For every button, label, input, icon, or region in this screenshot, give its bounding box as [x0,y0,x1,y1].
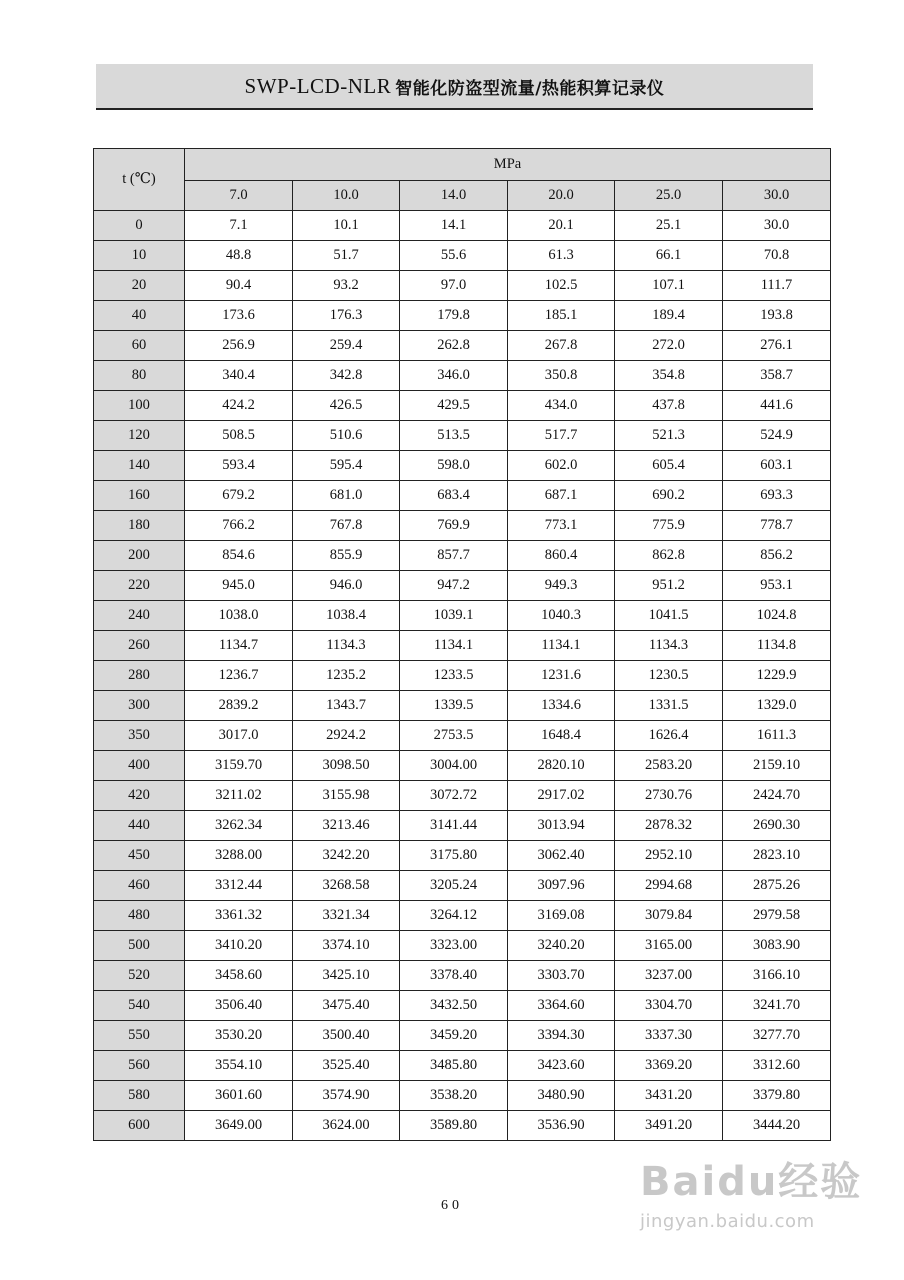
value-cell: 1230.5 [615,661,723,691]
value-cell: 1134.7 [185,631,293,661]
value-cell: 605.4 [615,451,723,481]
value-cell: 1134.1 [400,631,508,661]
value-cell: 857.7 [400,541,508,571]
table-row [94,631,831,661]
table-row [94,841,831,871]
pressure-header-cell: 10.0 [293,181,400,211]
table-row [94,1081,831,1111]
value-cell: 90.4 [185,271,293,301]
value-cell: 521.3 [615,421,723,451]
value-cell: 2924.2 [293,721,400,751]
value-cell: 3017.0 [185,721,293,751]
pressure-header-cell: 25.0 [615,181,723,211]
value-cell: 2839.2 [185,691,293,721]
value-cell: 426.5 [293,391,400,421]
value-cell: 3500.40 [293,1021,400,1051]
value-cell: 513.5 [400,421,508,451]
value-cell: 3240.20 [508,931,615,961]
value-cell: 2994.68 [615,871,723,901]
pressure-header-cell: 20.0 [508,181,615,211]
table-row [94,301,831,331]
value-cell: 1231.6 [508,661,615,691]
value-cell: 3394.30 [508,1021,615,1051]
value-cell: 437.8 [615,391,723,421]
value-cell: 1236.7 [185,661,293,691]
value-cell: 3574.90 [293,1081,400,1111]
value-cell: 3432.50 [400,991,508,1021]
value-cell: 111.7 [723,271,831,301]
value-cell: 593.4 [185,451,293,481]
value-cell: 3423.60 [508,1051,615,1081]
value-cell: 25.1 [615,211,723,241]
table-row [94,961,831,991]
value-cell: 3169.08 [508,901,615,931]
pressure-header-cell: 30.0 [723,181,831,211]
table-row [94,781,831,811]
value-cell: 1233.5 [400,661,508,691]
value-cell: 189.4 [615,301,723,331]
value-cell: 3205.24 [400,871,508,901]
temperature-cell: 450 [94,841,185,871]
temperature-cell: 80 [94,361,185,391]
value-cell: 2979.58 [723,901,831,931]
temperature-cell: 600 [94,1111,185,1141]
value-cell: 3159.70 [185,751,293,781]
value-cell: 2917.02 [508,781,615,811]
table-row [94,421,831,451]
value-cell: 681.0 [293,481,400,511]
value-cell: 2952.10 [615,841,723,871]
value-cell: 3589.80 [400,1111,508,1141]
value-cell: 3321.34 [293,901,400,931]
table-row [94,811,831,841]
temperature-cell: 180 [94,511,185,541]
value-cell: 354.8 [615,361,723,391]
page-number: 60 [441,1198,463,1213]
value-cell: 3649.00 [185,1111,293,1141]
value-cell: 953.1 [723,571,831,601]
value-cell: 687.1 [508,481,615,511]
table-row [94,721,831,751]
value-cell: 3288.00 [185,841,293,871]
temperature-cell: 540 [94,991,185,1021]
value-cell: 2690.30 [723,811,831,841]
value-cell: 267.8 [508,331,615,361]
temperature-cell: 550 [94,1021,185,1051]
temperature-cell: 40 [94,301,185,331]
value-cell: 3013.94 [508,811,615,841]
value-cell: 434.0 [508,391,615,421]
page-header [96,64,813,110]
temperature-cell: 240 [94,601,185,631]
value-cell: 595.4 [293,451,400,481]
value-cell: 10.1 [293,211,400,241]
value-cell: 173.6 [185,301,293,331]
value-cell: 3141.44 [400,811,508,841]
value-cell: 603.1 [723,451,831,481]
value-cell: 598.0 [400,451,508,481]
table-row [94,571,831,601]
value-cell: 2823.10 [723,841,831,871]
value-cell: 3303.70 [508,961,615,991]
value-cell: 70.8 [723,241,831,271]
value-cell: 3242.20 [293,841,400,871]
value-cell: 2583.20 [615,751,723,781]
table-row [94,481,831,511]
value-cell: 3155.98 [293,781,400,811]
value-cell: 3083.90 [723,931,831,961]
table-row [94,391,831,421]
table-row [94,541,831,571]
value-cell: 3485.80 [400,1051,508,1081]
value-cell: 3431.20 [615,1081,723,1111]
value-cell: 1041.5 [615,601,723,631]
value-cell: 272.0 [615,331,723,361]
value-cell: 3410.20 [185,931,293,961]
temperature-cell: 60 [94,331,185,361]
value-cell: 767.8 [293,511,400,541]
value-cell: 2753.5 [400,721,508,751]
value-cell: 30.0 [723,211,831,241]
value-cell: 3480.90 [508,1081,615,1111]
temperature-cell: 460 [94,871,185,901]
value-cell: 51.7 [293,241,400,271]
temperature-cell: 520 [94,961,185,991]
value-cell: 947.2 [400,571,508,601]
value-cell: 256.9 [185,331,293,361]
value-cell: 3624.00 [293,1111,400,1141]
value-cell: 3369.20 [615,1051,723,1081]
temperature-cell: 220 [94,571,185,601]
value-cell: 946.0 [293,571,400,601]
value-cell: 3554.10 [185,1051,293,1081]
value-cell: 3004.00 [400,751,508,781]
value-cell: 769.9 [400,511,508,541]
value-cell: 185.1 [508,301,615,331]
value-cell: 2159.10 [723,751,831,781]
value-cell: 775.9 [615,511,723,541]
temperature-cell: 200 [94,541,185,571]
value-cell: 3304.70 [615,991,723,1021]
value-cell: 102.5 [508,271,615,301]
table-row [94,1051,831,1081]
value-cell: 690.2 [615,481,723,511]
header-model: SWP-LCD-NLR [244,73,392,98]
temperature-cell: 350 [94,721,185,751]
pressure-header-row [94,181,831,211]
value-cell: 1329.0 [723,691,831,721]
table-row [94,511,831,541]
value-cell: 1134.1 [508,631,615,661]
temperature-cell: 580 [94,1081,185,1111]
value-cell: 3374.10 [293,931,400,961]
table-row [94,661,831,691]
value-cell: 3364.60 [508,991,615,1021]
value-cell: 1229.9 [723,661,831,691]
value-cell: 3072.72 [400,781,508,811]
value-cell: 945.0 [185,571,293,601]
value-cell: 773.1 [508,511,615,541]
temperature-cell: 20 [94,271,185,301]
baidu-watermark [640,1150,870,1260]
table-row [94,241,831,271]
value-cell: 7.1 [185,211,293,241]
temperature-cell: 560 [94,1051,185,1081]
value-cell: 3378.40 [400,961,508,991]
value-cell: 3312.44 [185,871,293,901]
value-cell: 3165.00 [615,931,723,961]
value-cell: 107.1 [615,271,723,301]
table-row [94,1111,831,1141]
value-cell: 693.3 [723,481,831,511]
value-cell: 97.0 [400,271,508,301]
value-cell: 346.0 [400,361,508,391]
value-cell: 3211.02 [185,781,293,811]
value-cell: 1611.3 [723,721,831,751]
watermark-logo: Baidu经验 [640,1159,863,1205]
value-cell: 855.9 [293,541,400,571]
value-cell: 3459.20 [400,1021,508,1051]
table-body [94,211,831,1141]
value-cell: 3323.00 [400,931,508,961]
value-cell: 3379.80 [723,1081,831,1111]
value-cell: 259.4 [293,331,400,361]
value-cell: 524.9 [723,421,831,451]
value-cell: 55.6 [400,241,508,271]
value-cell: 3536.90 [508,1111,615,1141]
table-row [94,211,831,241]
value-cell: 510.6 [293,421,400,451]
value-cell: 1339.5 [400,691,508,721]
value-cell: 262.8 [400,331,508,361]
value-cell: 3361.32 [185,901,293,931]
table-row [94,331,831,361]
value-cell: 3241.70 [723,991,831,1021]
pressure-unit-header: MPa [185,149,831,181]
value-cell: 1134.8 [723,631,831,661]
temperature-cell: 10 [94,241,185,271]
value-cell: 176.3 [293,301,400,331]
temperature-cell: 0 [94,211,185,241]
value-cell: 276.1 [723,331,831,361]
watermark-url: jingyan.baidu.com [640,1211,815,1232]
value-cell: 3506.40 [185,991,293,1021]
temperature-cell: 260 [94,631,185,661]
value-cell: 3264.12 [400,901,508,931]
value-cell: 508.5 [185,421,293,451]
value-cell: 93.2 [293,271,400,301]
table-row [94,451,831,481]
value-cell: 1134.3 [615,631,723,661]
temperature-cell: 440 [94,811,185,841]
header-title: 智能化防盗型流量/热能积算记录仪 [395,78,665,99]
value-cell: 1235.2 [293,661,400,691]
value-cell: 3166.10 [723,961,831,991]
value-cell: 340.4 [185,361,293,391]
value-cell: 766.2 [185,511,293,541]
temperature-cell: 160 [94,481,185,511]
value-cell: 1331.5 [615,691,723,721]
value-cell: 48.8 [185,241,293,271]
pressure-header-cell: 7.0 [185,181,293,211]
value-cell: 358.7 [723,361,831,391]
table-row [94,991,831,1021]
value-cell: 3237.00 [615,961,723,991]
value-cell: 2730.76 [615,781,723,811]
value-cell: 2820.10 [508,751,615,781]
value-cell: 179.8 [400,301,508,331]
table-row [94,1021,831,1051]
value-cell: 1024.8 [723,601,831,631]
value-cell: 949.3 [508,571,615,601]
value-cell: 3098.50 [293,751,400,781]
value-cell: 1040.3 [508,601,615,631]
value-cell: 350.8 [508,361,615,391]
value-cell: 3458.60 [185,961,293,991]
value-cell: 683.4 [400,481,508,511]
enthalpy-table [93,148,831,1141]
value-cell: 1038.4 [293,601,400,631]
value-cell: 3491.20 [615,1111,723,1141]
value-cell: 3312.60 [723,1051,831,1081]
value-cell: 2875.26 [723,871,831,901]
table-row [94,691,831,721]
value-cell: 517.7 [508,421,615,451]
table-row [94,361,831,391]
value-cell: 3097.96 [508,871,615,901]
table-row [94,601,831,631]
temperature-cell: 400 [94,751,185,781]
value-cell: 3538.20 [400,1081,508,1111]
value-cell: 342.8 [293,361,400,391]
pressure-header-cell: 14.0 [400,181,508,211]
value-cell: 424.2 [185,391,293,421]
value-cell: 193.8 [723,301,831,331]
value-cell: 951.2 [615,571,723,601]
temperature-header: t (℃) [94,149,185,211]
value-cell: 1334.6 [508,691,615,721]
value-cell: 3062.40 [508,841,615,871]
value-cell: 3277.70 [723,1021,831,1051]
value-cell: 441.6 [723,391,831,421]
value-cell: 1134.3 [293,631,400,661]
value-cell: 3175.80 [400,841,508,871]
value-cell: 2878.32 [615,811,723,841]
value-cell: 3079.84 [615,901,723,931]
value-cell: 3525.40 [293,1051,400,1081]
value-cell: 20.1 [508,211,615,241]
value-cell: 3262.34 [185,811,293,841]
value-cell: 1626.4 [615,721,723,751]
table-row [94,271,831,301]
value-cell: 1648.4 [508,721,615,751]
temperature-cell: 140 [94,451,185,481]
temperature-cell: 480 [94,901,185,931]
value-cell: 14.1 [400,211,508,241]
value-cell: 429.5 [400,391,508,421]
value-cell: 3601.60 [185,1081,293,1111]
value-cell: 3475.40 [293,991,400,1021]
value-cell: 1343.7 [293,691,400,721]
value-cell: 860.4 [508,541,615,571]
value-cell: 862.8 [615,541,723,571]
value-cell: 2424.70 [723,781,831,811]
value-cell: 66.1 [615,241,723,271]
temperature-cell: 120 [94,421,185,451]
temperature-cell: 500 [94,931,185,961]
value-cell: 856.2 [723,541,831,571]
value-cell: 3530.20 [185,1021,293,1051]
temperature-cell: 420 [94,781,185,811]
value-cell: 1038.0 [185,601,293,631]
value-cell: 3337.30 [615,1021,723,1051]
value-cell: 854.6 [185,541,293,571]
value-cell: 3425.10 [293,961,400,991]
value-cell: 602.0 [508,451,615,481]
value-cell: 1039.1 [400,601,508,631]
table-row [94,871,831,901]
value-cell: 3213.46 [293,811,400,841]
value-cell: 61.3 [508,241,615,271]
table-row [94,751,831,781]
temperature-cell: 100 [94,391,185,421]
temperature-cell: 300 [94,691,185,721]
table-row [94,901,831,931]
value-cell: 3268.58 [293,871,400,901]
value-cell: 778.7 [723,511,831,541]
temperature-cell: 280 [94,661,185,691]
table-row [94,931,831,961]
value-cell: 679.2 [185,481,293,511]
value-cell: 3444.20 [723,1111,831,1141]
